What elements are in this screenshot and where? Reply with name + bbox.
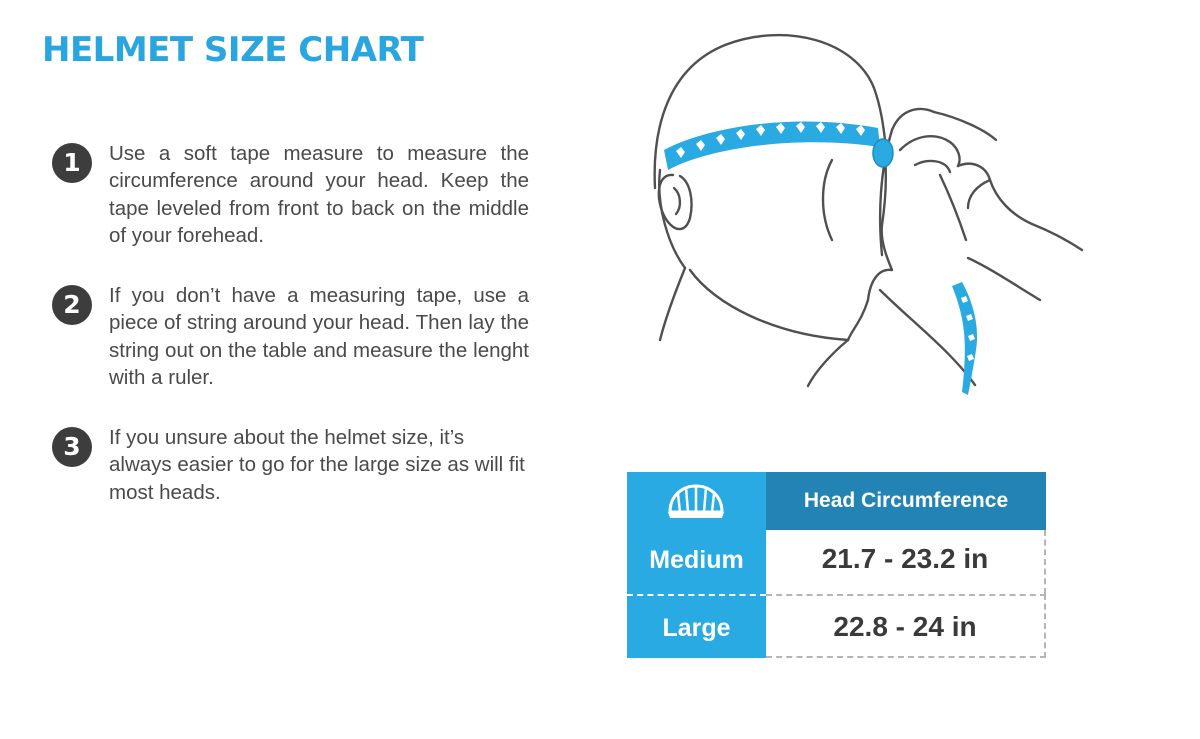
helmet-icon (666, 482, 726, 520)
table-icon-cell (627, 472, 766, 530)
head-measuring-illustration (640, 20, 1100, 410)
page-title: HELMET SIZE CHART (42, 30, 424, 70)
head-circumference-header: Head Circumference (766, 472, 1046, 530)
size-range-medium: 21.7 - 23.2 in (766, 530, 1046, 594)
size-label-medium: Medium (627, 530, 766, 594)
step-number-badge: 2 (52, 285, 92, 325)
size-table (627, 472, 1046, 658)
step-number-badge: 1 (52, 143, 92, 183)
step-number-badge: 3 (52, 427, 92, 467)
size-label-large: Large (627, 594, 766, 658)
head-measuring-tape-icon (640, 20, 1100, 410)
step-text: If you unsure about the helmet size, it’s always easier to go for the large size as will fit most heads. (109, 426, 525, 504)
step-text: Use a soft tape measure to measure the circumference around your head. Keep the tape leveled from front to back on the middle of your forehead. (109, 142, 529, 248)
size-range-large: 22.8 - 24 in (766, 594, 1046, 658)
step-text: If you don’t have a measuring tape, use a piece of string around your head. Then lay the string out on the table and measure the lenght with a ruler. (109, 284, 529, 390)
